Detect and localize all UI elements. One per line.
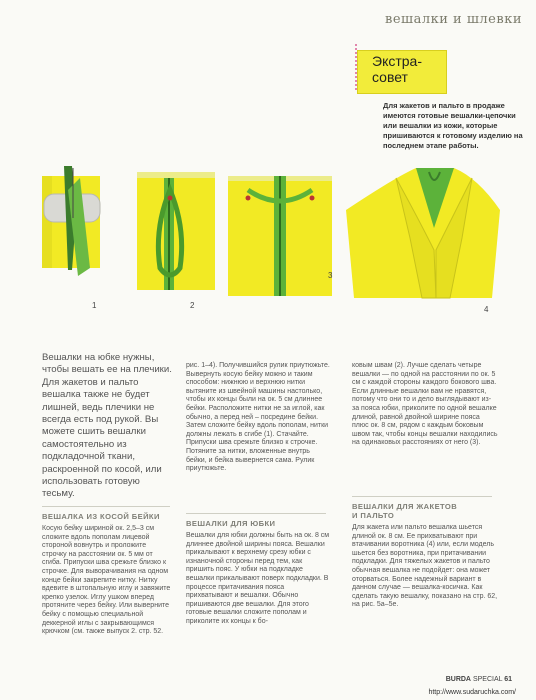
intro-text: Вешалки на юбке нужны, чтобы вешать ее на плечики. Для жакетов и пальто вешалка также не будет лишней, ведь плечики не всегда есть под рукой. Вы можете сшить вешалки самостоятельно из подкладочной ткани, раскроенной по косой, или использовать готовую тесьму. [42, 352, 172, 500]
figure-2-illustration [137, 172, 215, 290]
column1-heading: ВЕШАЛКА ИЗ КОСОЙ БЕЙКИ [42, 512, 160, 521]
section-title: вешалки и шлевки [385, 12, 522, 27]
column3-bottom-text: Для жакета или пальто вешалка шьется длиной ок. 8 см. Ее прихватывают при втачивании воротника (4) или, если модель шьется без воротника, при притачивании подкладки. Для тяжелых жакетов и пальто обычная вешалка не подойдет: она может оторваться. Более надежный вариант в данном случае — вешалка-косичка. Как сделать такую вешалку, показано на стр. 62, на рис. 5а–5е. [352, 524, 498, 609]
figure-3-illustration [228, 176, 332, 296]
figure-3-label [328, 271, 333, 280]
figure-4-illustration [346, 168, 500, 298]
divider [352, 496, 492, 497]
column1-text: Косую бейку шириной ок. 2,5–3 см сложите вдоль пополам лицевой стороной вовнутрь и проложите строчку на расстоянии ок. 5 мм от сгиба. Припуски шва срежьте близко к строчке. Для выворачивания на одном конце бейки закрепите нитку. Нитку вдевите в штопальную иглу и завяжите крепко узелок. Иглу ушком вперед протяните через бейку. Или выверните бейку с помощью специальной деккерной иглы с закрывающимся крючком (см. также выпуск 2. стр. 52. [42, 525, 171, 636]
pin-icon [350, 44, 362, 92]
watermark: http://www.sudaruchka.com/ [428, 689, 516, 696]
magazine-name: BURDA [445, 676, 471, 683]
divider [42, 506, 170, 507]
column3-heading-line1: ВЕШАЛКИ ДЛЯ ЖАКЕТОВ [352, 502, 458, 511]
divider [186, 513, 326, 514]
figure-number: 1 [92, 301, 97, 310]
figure-4-label [484, 305, 489, 314]
figure-number: 2 [190, 301, 195, 310]
magazine-edition: SPECIAL [472, 676, 503, 683]
column2-bottom-text: Вешалки для юбки должны быть на ок. 8 см длиннее двойной ширины пояса. Вешалки прикалывают к верхнему срезу юбки с изнаночной стороны перед тем, как пришить пояс. У юбки на подкладке вешалки прикалывают поверх подкладки. В процессе притачивания пояса прихватывают и вешалки. Обычно пришиваются две вешалки. Для этого готовые вешалки сложите пополам и приколите их концы к бо- [186, 532, 330, 625]
illustrations [42, 158, 500, 318]
column3-top-text: ковым швам (2). Лучше сделать четыре вешалки — по одной на расстоянии по ок. 5 см с каждой стороны каждого бокового шва. Если длинные вешалки вам не нравятся, потому что они то и дело выглядывают из-за пояса юбки, приколите по одной вешалке длиной, равной двойной ширине пояса плюс ок. 8 см, рядом с каждым боковым швом так, чтобы концы вешалки находились на одинаковых расстояниях от него (3). [352, 362, 498, 447]
figure-2-label [190, 301, 195, 310]
page-footer [446, 676, 512, 683]
figure-1-label [92, 301, 97, 310]
tip-title [372, 53, 422, 85]
figure-number: 3 [328, 271, 333, 280]
figure-1-illustration [42, 166, 100, 276]
column2-top-text: рис. 1–4). Получившийся рулик приутюжьте. Вывернуть косую бейку можно и таким способом: нижнюю и верхнюю нитки вытяните из швейной машины настолько, чтобы их концы были на ок. 5 см длиннее бейки. Расположите нитки не за иглой, как обычно, а перед ней – посредине бейки. Затем сложите бейку вдоль пополам, нитки должны лежать в сгибе (1). Стачайте. Припуски шва срежьте близко к строчке. Потяните за нитки, вложенные внутрь бейки, и бейка вывернется сама. Рулик приутюжьте. [186, 362, 330, 473]
column2-heading: ВЕШАЛКИ ДЛЯ ЮБКИ [186, 519, 276, 528]
column3-heading [352, 502, 498, 520]
tip-title-line2: совет [372, 69, 408, 85]
column3-heading-line2: И ПАЛЬТО [352, 511, 395, 520]
page-number: 61 [504, 676, 512, 683]
tip-text: Для жакетов и пальто в продаже имеются готовые вешалки-цепочки или вешалки из кожи, которые пришиваются к готовому изделию на последнем этапе работы. [383, 101, 523, 150]
figure-number: 4 [484, 305, 489, 314]
tip-title-line1: Экстра- [372, 53, 422, 69]
